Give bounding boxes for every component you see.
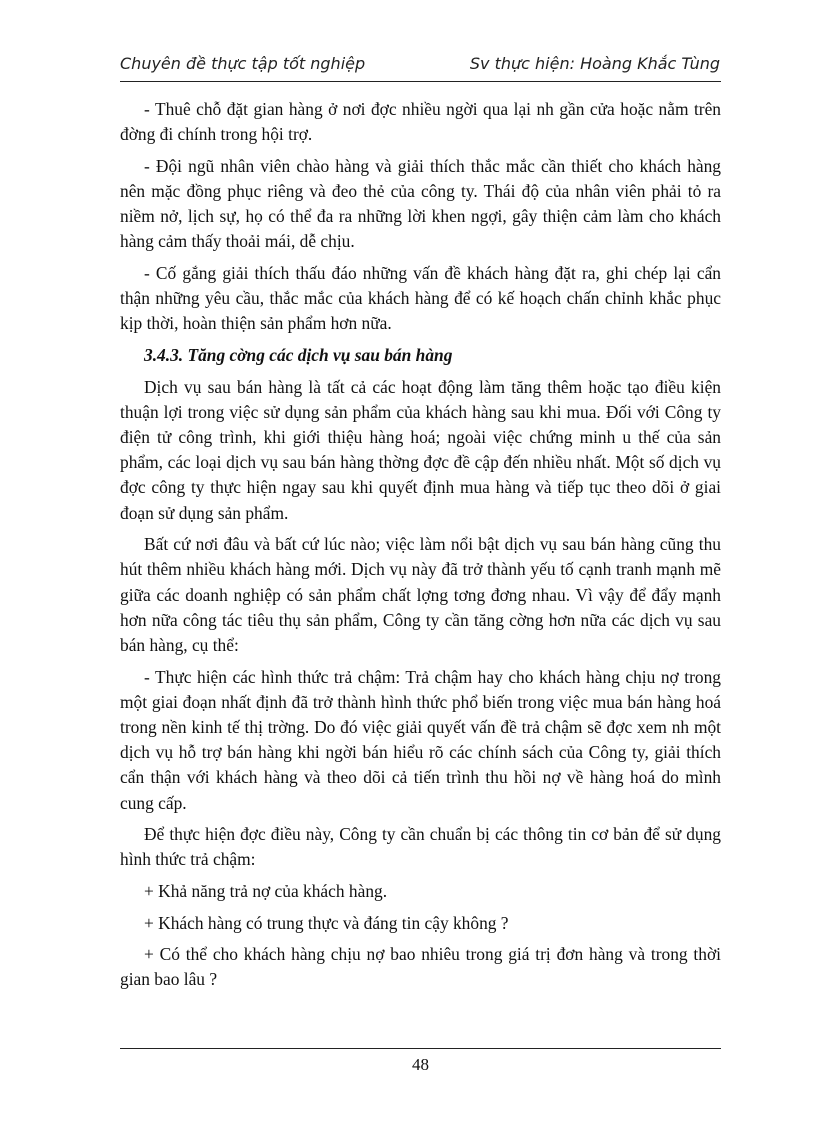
body-paragraph: Dịch vụ sau bán hàng là tất cả các hoạt động làm tăng thêm hoặc tạo điều kiện thuận lợi trong việc sử dụng sản phẩm của khách hàng sau khi mua. Đối với Công ty điện tử công trình, khi giới thiệu hàng hoá; ngoài việc chứng minh u thế của sản phẩm, các loại dịch vụ sau bán hàng thờng đợc đề cập đến nhiều nhất. Một số dịch vụ đợc công ty thực hiện ngay sau khi quyết định mua hàng và tiếp tục theo dõi ở giai đoạn sử dụng sản phẩm. [120, 376, 721, 523]
page-header [120, 50, 720, 80]
header-divider [120, 81, 721, 82]
list-item: + Có thể cho khách hàng chịu nợ bao nhiêu trong giá trị đơn hàng và trong thời gian bao lâu ? [120, 944, 721, 990]
body-paragraph: - Thực hiện các hình thức trả chậm: Trả chậm hay cho khách hàng chịu nợ trong một giai đoạn nhất định đã trở thành hình thức phổ biến trong việc mua bán hàng hoá trong nền kinh tế thị trờng. Do đó việc giải quyết vấn đề trả chậm sẽ đợc xem nh một dịch vụ hỗ trợ bán hàng khi ngời bán hiểu rõ các chính sách của Công ty, giải thích cẩn thận với khách hàng và theo dõi cả tiến trình thu hồi nợ về hàng hoá do mình cung cấp. [120, 666, 721, 813]
header-document-title: Chuyên đề thực tập tốt nghiệp [120, 54, 366, 73]
page-body [120, 97, 721, 999]
header-author: Sv thực hiện: Hoàng Khắc Tùng [469, 54, 720, 73]
section-heading: 3.4.3. Tăng cờng các dịch vụ sau bán hàng [144, 345, 453, 365]
body-paragraph: - Cố gắng giải thích thấu đáo những vấn đề khách hàng đặt ra, ghi chép lại cẩn thận những yêu cầu, thắc mắc của khách hàng để có kế hoạch chấn chỉnh khắc phục kịp thời, hoàn thiện sản phẩm hơn nữa. [120, 263, 721, 334]
page-number: 48 [412, 1055, 429, 1074]
list-item: + Khách hàng có trung thực và đáng tin cậy không ? [144, 912, 509, 933]
body-paragraph: - Đội ngũ nhân viên chào hàng và giải thích thắc mắc cần thiết cho khách hàng nên mặc đồng phục riêng và đeo thẻ của công ty. Thái độ của nhân viên phải tỏ ra niềm nở, lịch sự, họ có thể đa ra những lời khen ngợi, gây thiện cảm làm cho khách hàng cảm thấy thoải mái, dễ chịu. [120, 155, 721, 252]
footer-divider [120, 1048, 721, 1049]
body-paragraph: Để thực hiện đợc điều này, Công ty cần chuẩn bị các thông tin cơ bản để sử dụng hình thức trả chậm: [120, 824, 721, 870]
body-paragraph: Bất cứ nơi đâu và bất cứ lúc nào; việc làm nổi bật dịch vụ sau bán hàng cũng thu hút thêm nhiều khách hàng mới. Dịch vụ này đã trở thành yếu tố cạnh tranh mạnh mẽ giữa các doanh nghiệp có sản phẩm chất lợng tơng đơng nhau. Vì vậy để đẩy mạnh hơn nữa công tác tiêu thụ sản phẩm, Công ty cần tăng cờng hơn nữa các dịch vụ sau bán hàng, cụ thể: [120, 534, 721, 656]
list-item: + Khả năng trả nợ của khách hàng. [144, 881, 388, 902]
body-paragraph: - Thuê chỗ đặt gian hàng ở nơi đợc nhiều ngời qua lại nh gần cửa hoặc nằm trên đờng đi chính trong hội trợ. [120, 99, 721, 145]
